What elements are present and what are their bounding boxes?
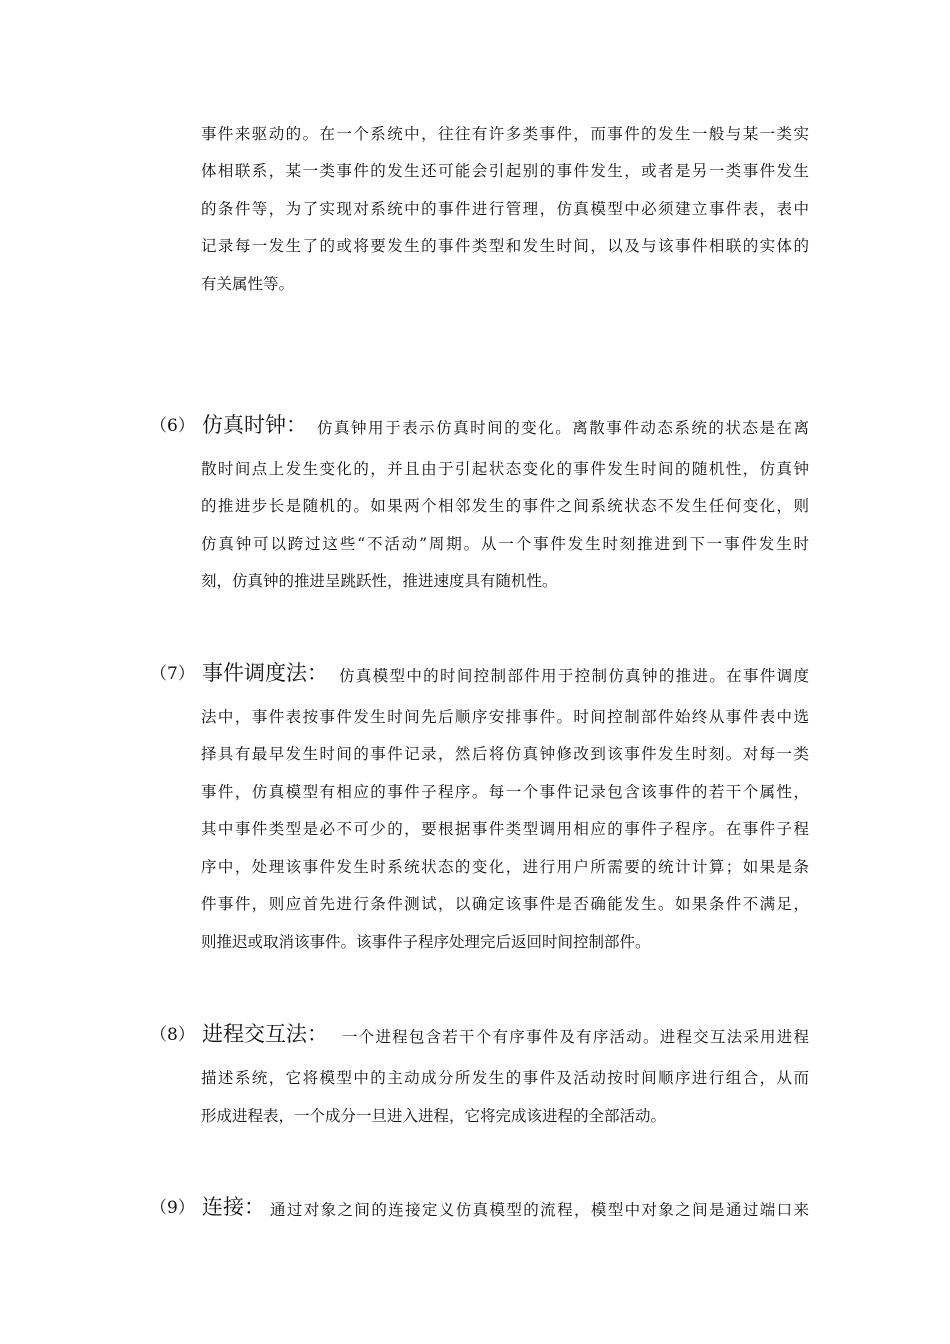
section-heading: 连接： (202, 1195, 265, 1219)
section-line: 则推迟或取消该事件。该事件子程序处理完后返回时间控制部件。 (201, 933, 651, 951)
section-first-line: 一个进程包含若干个有序事件及有序活动。进程交互法采用进程 (342, 1028, 809, 1046)
section-line: 法中，事件表按事件发生时间先后顺序安排事件。时间控制部件始终从事件表中选 (201, 708, 809, 726)
section-number: （9） (150, 1198, 195, 1218)
section-line: 的推进步长是随机的。如果两个相邻发生的事件之间系统状态不发生任何变化，则 (201, 497, 809, 515)
intro-line: 有关属性等。 (201, 275, 295, 293)
section-first-line: 仿真钟用于表示仿真时间的变化。离散事件动态系统的状态是在离 (317, 419, 809, 437)
intro-line: 的条件等，为了实现对系统中的事件进行管理，仿真模型中必须建立事件表，表中 (201, 200, 809, 218)
section-number: （8） (150, 1025, 195, 1045)
section-line: 仿真钟可以跨过这些“不活动”周期。从一个事件发生时刻推进到下一事件发生时 (201, 535, 809, 553)
section-line: 择具有最早发生时间的事件记录，然后将仿真钟修改到该事件发生时刻。对每一类 (201, 745, 809, 763)
section-line: 序中，处理该事件发生时系统状态的变化，进行用户所需要的统计计算；如果是条 (201, 858, 809, 876)
section-line: 刻，仿真钟的推进呈跳跃性，推进速度具有随机性。 (201, 572, 558, 590)
section-first-line: 仿真模型中的时间控制部件用于控制仿真钟的推进。在事件调度 (339, 667, 809, 685)
section-6-heading-line (150, 412, 809, 442)
section-first-line: 通过对象之间的连接定义仿真模型的流程，模型中对象之间是通过端口来 (270, 1201, 809, 1219)
section-7-heading-line (150, 660, 809, 690)
section-number: （6） (150, 416, 195, 436)
section-heading: 事件调度法： (202, 661, 328, 685)
intro-line: 记录每一发生了的或将要发生的事件类型和发生时间，以及与该事件相联的实体的 (201, 237, 809, 255)
section-line: 散时间点上发生变化的，并且由于引起状态变化的事件发生时间的随机性，仿真钟 (201, 460, 809, 478)
section-line: 件事件，则应首先进行条件测试，以确定该事件是否确能发生。如果条件不满足， (201, 895, 809, 913)
intro-line: 事件来驱动的。在一个系统中，往往有许多类事件，而事件的发生一般与某一类实 (201, 125, 809, 143)
section-line: 形成进程表，一个成分一旦进入进程，它将完成该进程的全部活动。 (201, 1107, 667, 1125)
section-number: （7） (150, 664, 195, 684)
section-heading: 仿真时钟： (202, 413, 307, 437)
section-heading: 进程交互法： (202, 1022, 328, 1046)
intro-line: 体相联系，某一类事件的发生还可能会引起别的事件发生，或者是另一类事件发生 (201, 162, 809, 180)
section-line: 事件，仿真模型有相应的事件子程序。每一个事件记录包含该事件的若干个属性， (201, 783, 809, 801)
section-line: 其中事件类型是必不可少的，要根据事件类型调用相应的事件子程序。在事件子程 (201, 820, 809, 838)
section-8-heading-line (150, 1021, 809, 1051)
section-line: 描述系统，它将模型中的主动成分所发生的事件及活动按时间顺序进行组合，从而 (201, 1069, 809, 1087)
section-9-heading-line (150, 1194, 809, 1224)
